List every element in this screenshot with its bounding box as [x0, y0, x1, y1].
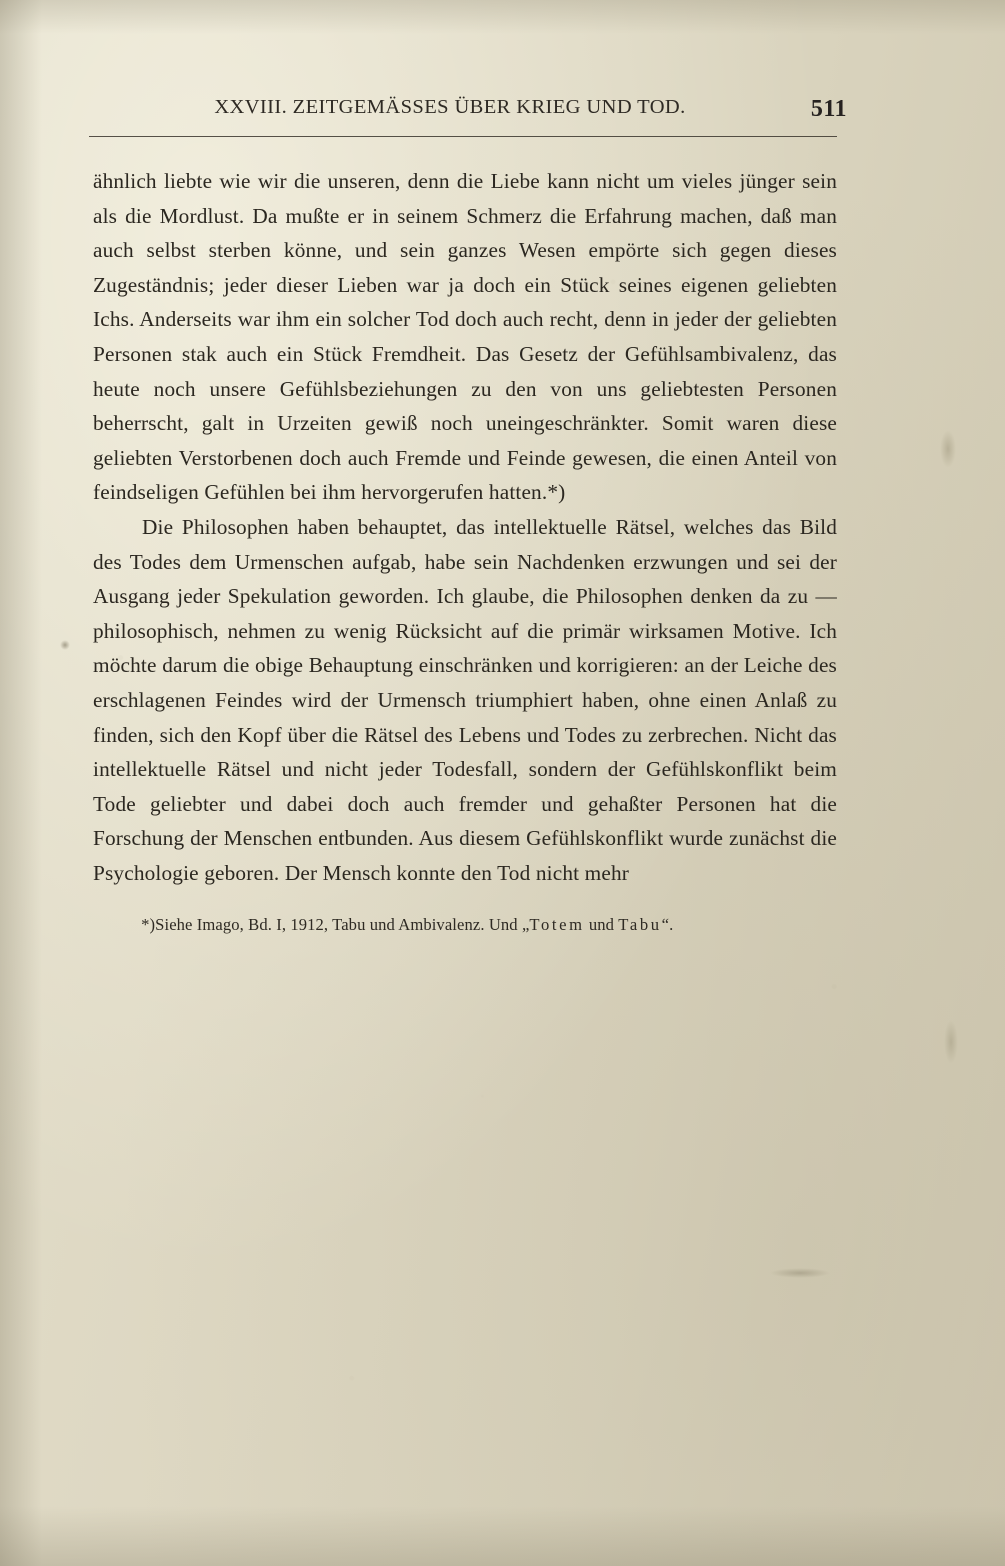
- footnote-text-before: Siehe Imago, Bd. I, 1912, Tabu und Ambivalenz. Und „: [155, 915, 530, 935]
- page-content: [93, 96, 847, 938]
- paper-smudge: [770, 1268, 830, 1278]
- footnote-title-totem: Totem: [529, 915, 585, 935]
- paper-speck: [60, 640, 70, 650]
- running-head: [93, 96, 847, 130]
- page-edge-shadow-bottom: [0, 1506, 1005, 1566]
- footnote: [93, 911, 837, 938]
- header-rule: [89, 136, 837, 137]
- footnote-text-middle: und: [584, 915, 619, 935]
- footnote-marker: *): [141, 915, 156, 935]
- running-head-title: XXVIII. ZEITGEMÄSSES ÜBER KRIEG UND TOD.: [214, 96, 686, 118]
- paper-smudge: [944, 1020, 958, 1064]
- body-text: [93, 164, 837, 890]
- paragraph-continuation: ähnlich liebte wie wir die unseren, denn die Liebe kann nicht um vieles jünger sein als die Mordlust. Da mußte er in seinem Schmerz die Erfahrung machen, daß man auch selbst sterben könne, und sein ganzes Wesen empörte sich gegen dieses Zugeständnis; jeder dieser Lieben war ja doch ein Stück seines eigenen geliebten Ichs. Anderseits war ihm ein solcher Tod doch auch recht, denn in jeder der geliebten Personen stak auch ein Stück Fremdheit. Das Gesetz der Gefühlsambivalenz, das heute noch unsere Gefühlsbeziehungen zu den von uns geliebtesten Personen beherrscht, galt in Urzeiten gewiß noch uneingeschränkter. Somit waren diese geliebten Verstorbenen doch auch Fremde und Feinde gewesen, die einen Anteil von feindseligen Gefühlen bei ihm hervorgerufen hatten.*): [93, 169, 837, 505]
- page-number: 511: [810, 96, 847, 122]
- footnote-title-tabu: Tabu: [618, 915, 662, 935]
- page-edge-shadow-left: [0, 0, 42, 1566]
- page-edge-shadow-top: [0, 0, 1005, 34]
- footnote-text-after: “.: [661, 915, 674, 935]
- paragraph-philosophen: Die Philosophen haben behauptet, das intellektuelle Rätsel, welches das Bild des Todes dem Urmenschen aufgab, habe sein Nachdenken erzwungen und sei der Ausgang jeder Spekulation geworden. Ich glaube, die Philosophen denken da zu — philosophisch, nehmen zu wenig Rücksicht auf die primär wirksamen Motive. Ich möchte darum die obige Behauptung einschränken und korrigieren: an der Leiche des erschlagenen Feindes wird der Urmensch triumphiert haben, ohne einen Anlaß zu finden, sich den Kopf über die Rätsel des Lebens und Todes zu zerbrechen. Nicht das intellektuelle Rätsel und nicht jeder Todesfall, sondern der Gefühlskonflikt beim Tode geliebter und dabei doch auch fremder und gehaßter Personen hat die Forschung der Menschen entbunden. Aus diesem Gefühlskonflikt wurde zunächst die Psychologie geboren. Der Mensch konnte den Tod nicht mehr: [93, 514, 837, 885]
- paper-smudge: [940, 430, 956, 468]
